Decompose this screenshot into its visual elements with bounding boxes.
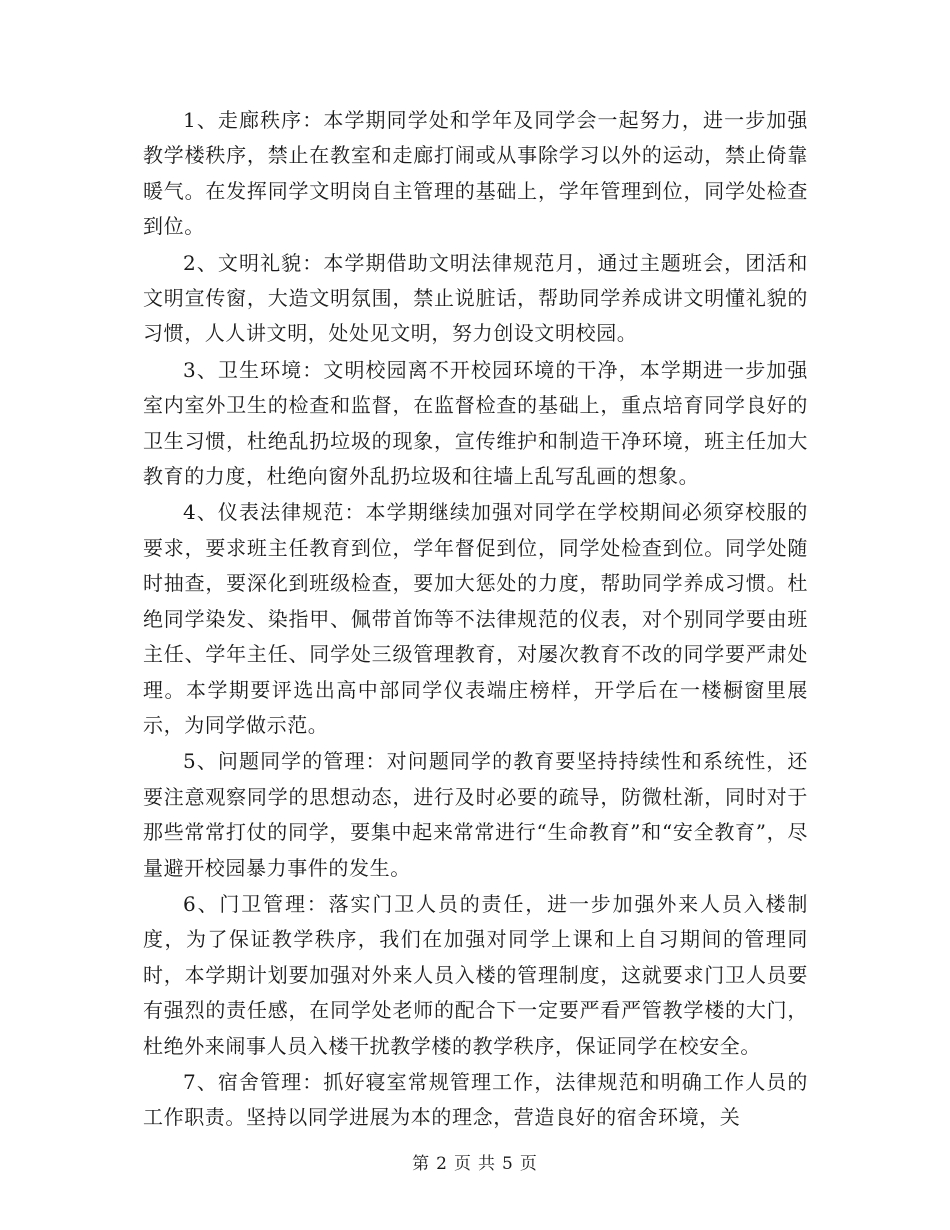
page-footer [0,1152,950,1176]
footer-pages-unit: 页 [519,1154,538,1174]
footer-total-label: 共 [478,1154,496,1174]
paragraph-dormitory: 7、宿舍管理：抓好寝室常规管理工作，法律规范和明确工作人员的工作职责。坚持以同学进展为本的理念，营造良好的宿舍环境，关 [143,1069,808,1130]
footer-total-pages: 5 [502,1154,514,1174]
paragraph-hygiene: 3、卫生环境：文明校园离不开校园环境的干净，本学期进一步加强室内室外卫生的检查和监督，在监督检查的基础上，重点培育同学良好的卫生习惯，杜绝乱扔垃圾的现象，宣传维护和制造干净环境，班主任加大教育的力度，杜绝向窗外乱扔垃圾和往墙上乱写乱画的想象。 [143,357,808,489]
paragraph-civility: 2、文明礼貌：本学期借助文明法律规范月，通过主题班会，团活和文明宣传窗，大造文明氛围，禁止说脏话，帮助同学养成讲文明懂礼貌的习惯，人人讲文明，处处见文明，努力创设文明校园。 [143,250,808,346]
document-body [143,103,808,1137]
paragraph-problem-students: 5、问题同学的管理：对问题同学的教育要坚持持续性和系统性，还要注意观察同学的思想动态，进行及时必要的疏导，防微杜渐，同时对于那些常常打仗的同学，要集中起来常常进行“生命教育”和“安全教育”，尽量避开校园暴力事件的发生。 [143,749,808,880]
footer-page-unit: 页 [454,1154,472,1174]
footer-page-label: 第 [412,1154,431,1174]
paragraph-appearance: 4、仪表法律规范：本学期继续加强对同学在学校期间必须穿校服的要求，要求班主任教育到位，学年督促到位，同学处检查到位。同学处随时抽查，要深化到班级检查，要加大惩处的力度，帮助同学养成习惯。杜绝同学染发、染指甲、佩带首饰等不法律规范的仪表，对个别同学要由班主任、学年主任、同学处三级管理教育，对屡次教育不改的同学要严肃处理。本学期要评选出高中部同学仪表端庄榜样，开学后在一楼橱窗里展示，为同学做示范。 [143,500,808,737]
paragraph-gate-management: 6、门卫管理：落实门卫人员的责任，进一步加强外来人员入楼制度，为了保证教学秩序，我们在加强对同学上课和上自习期间的管理同时，本学期计划要加强对外来人员入楼的管理制度，这就要求门卫人员要有强烈的责任感，在同学处老师的配合下一定要严看严管教学楼的大门，杜绝外来闹事人员入楼干扰教学楼的教学秩序，保证同学在校安全。 [143,891,808,1058]
paragraph-corridor-order: 1、走廊秩序：本学期同学处和学年及同学会一起努力，进一步加强教学楼秩序，禁止在教室和走廊打闹或从事除学习以外的运动，禁止倚靠暖气。在发挥同学文明岗自主管理的基础上，学年管理到位，同学处检查到位。 [143,108,808,239]
footer-current-page: 2 [436,1154,448,1174]
